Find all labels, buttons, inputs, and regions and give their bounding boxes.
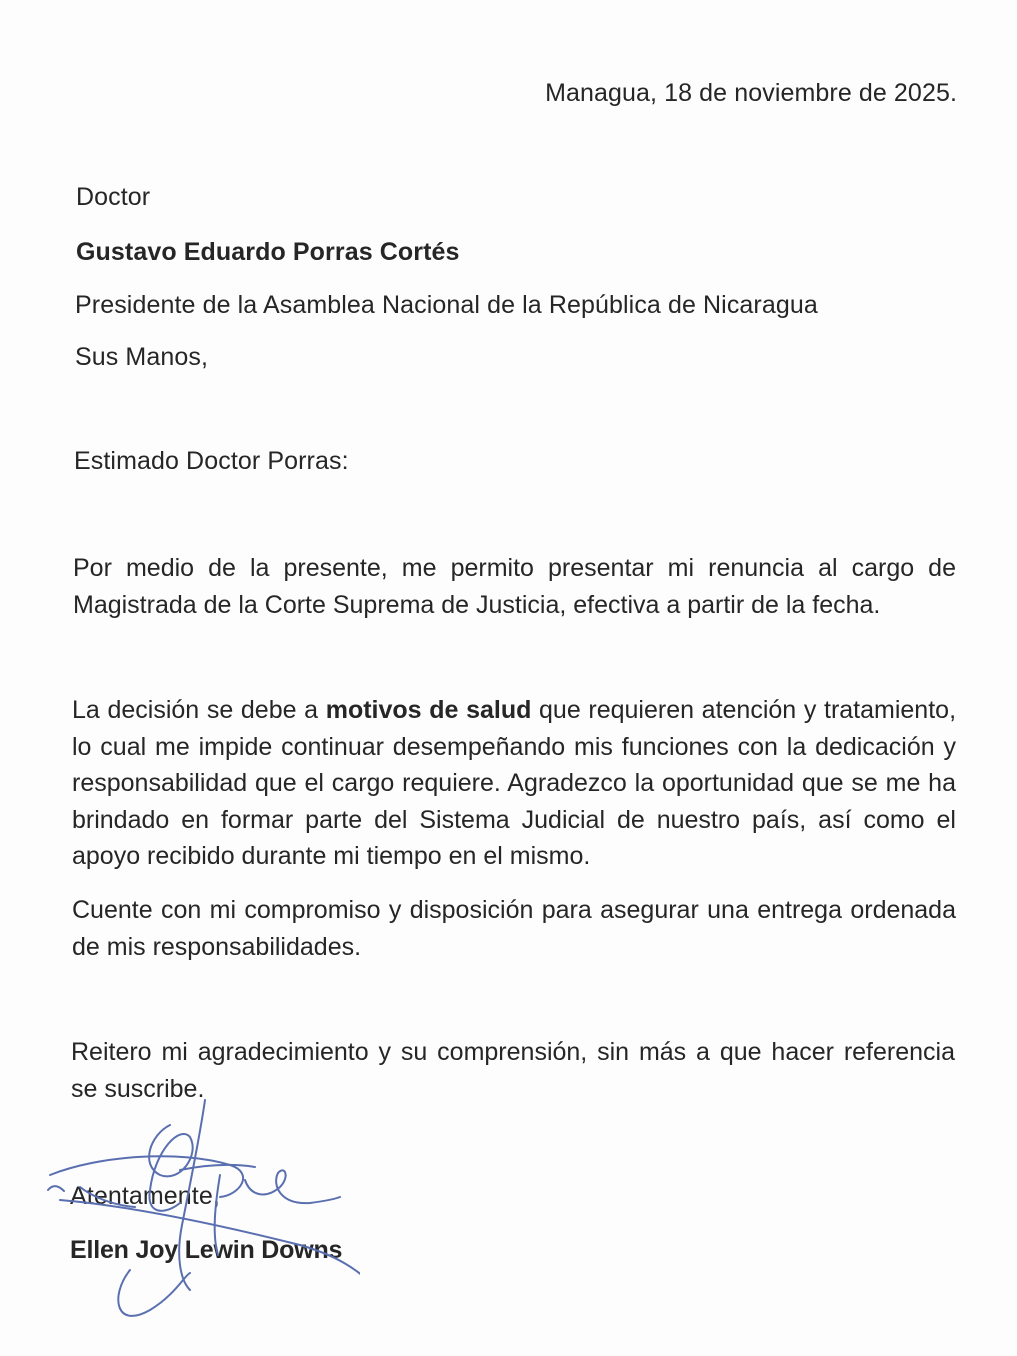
recipient-closing: Sus Manos, (75, 343, 209, 371)
closing: Atentamente, (70, 1182, 220, 1210)
paragraph-reason-bold: motivos de salud (325, 696, 532, 724)
recipient-position: Presidente de la Asamblea Nacional de la República de Nicaragua (75, 291, 818, 319)
signer-name: Ellen Joy Lewin Downs (70, 1236, 343, 1264)
recipient-name: Gustavo Eduardo Porras Cortés (76, 238, 460, 266)
paragraph-reason (72, 692, 956, 875)
paragraph-resignation: Por medio de la presente, me permito presentar mi renuncia al cargo de Magistrada de la Corte Suprema de Justicia, efectiva a partir de la fecha. (73, 554, 956, 619)
recipient-title: Doctor (76, 183, 151, 211)
paragraph-commitment: Cuente con mi compromiso y disposición para asegurar una entrega ordenada de mis responsabilidades. (72, 896, 956, 961)
letter-date: Managua, 18 de noviembre de 2025. (545, 79, 957, 107)
handwritten-signature (40, 1095, 360, 1345)
paragraph-reason-text-1: La decisión se debe a (72, 696, 326, 724)
salutation: Estimado Doctor Porras: (74, 447, 349, 475)
paragraph-reason-text-2: que requieren atención y tratamiento, lo cual me impide continuar desempeñando mis funciones con la dedicación y responsabilidad que el cargo requiere. Agradezco la oportunidad que se me ha brindado en formar parte del Sistema Judicial de nuestro país, así como el apoyo recibido durante mi tiempo en el mismo. (72, 696, 957, 870)
paragraph-thanks: Reitero mi agradecimiento y su comprensión, sin más a que hacer referencia se suscribe. (71, 1038, 955, 1103)
